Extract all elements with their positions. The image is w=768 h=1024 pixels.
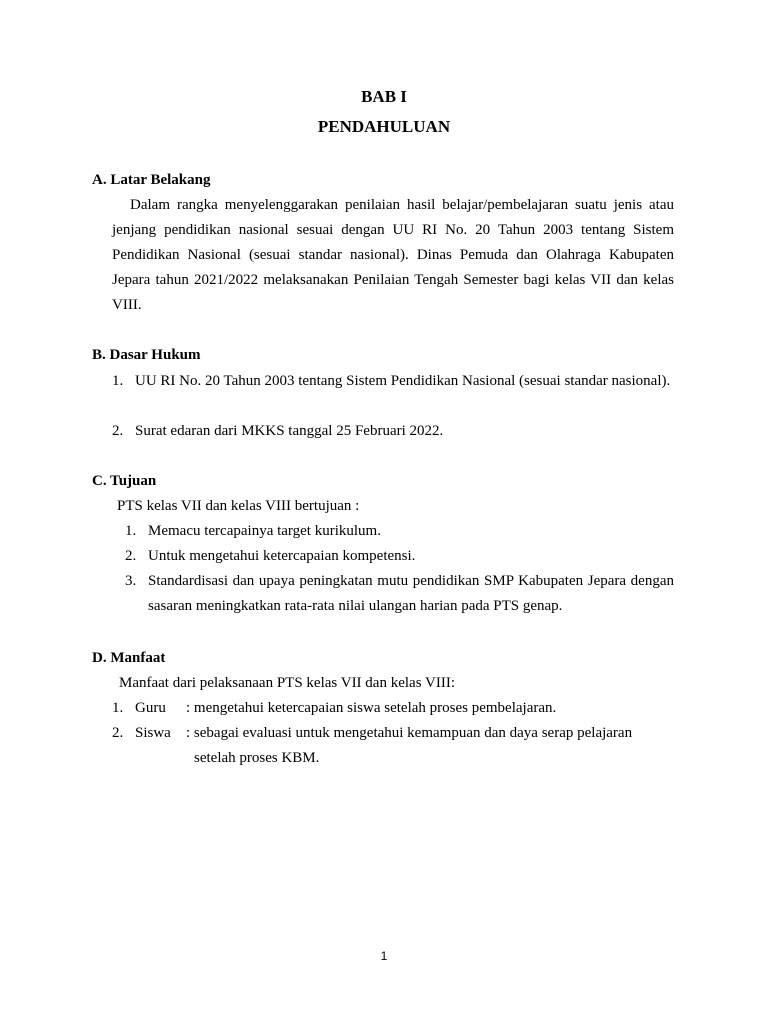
section-c-heading: C. Tujuan [92,473,157,489]
list-item-number: 1. [125,523,137,539]
list-item-number: 2. [125,548,137,564]
list-item-label: Guru [135,700,166,716]
list-item-text: Surat edaran dari MKKS tanggal 25 Februari 2022. [135,423,444,439]
list-item-number: 2. [112,725,124,741]
section-c-intro: PTS kelas VII dan kelas VIII bertujuan : [117,498,360,514]
list-item-number: 3. [125,573,137,589]
chapter-label: BAB I [361,87,407,106]
list-item-text: : mengetahui ketercapaian siswa setelah proses pembelajaran. [186,700,557,716]
page-number: 1 [380,949,388,963]
list-item-text: Standardisasi dan upaya peningkatan mutu pendidikan SMP Kabupaten Jepara dengan sasaran meningkatkan rata-rata nilai ulangan harian pada PTS genap. [148,573,674,614]
section-a-heading: A. Latar Belakang [92,172,211,188]
list-item-label: Siswa [135,725,171,741]
section-d-heading: D. Manfaat [92,650,166,666]
list-item-text: UU RI No. 20 Tahun 2003 tentang Sistem Pendidikan Nasional (sesuai standar nasional). [135,373,671,389]
list-item-continuation: setelah proses KBM. [194,750,320,766]
list-item-text: : sebagai evaluasi untuk mengetahui kemampuan dan daya serap pelajaran [186,725,633,741]
chapter-title: PENDAHULUAN [317,117,451,136]
section-d-intro: Manfaat dari pelaksanaan PTS kelas VII dan kelas VIII: [119,675,455,691]
list-item-text: Memacu tercapainya target kurikulum. [148,523,381,539]
section-a-paragraph: Dalam rangka menyelenggarakan penilaian hasil belajar/pembelajaran suatu jenis atau jenjang pendidikan nasional sesuai dengan UU RI No. 20 Tahun 2003 tentang Sistem Pendidikan Nasional (sesuai standar nasional). Dinas Pemuda dan Olahraga Kabupaten Jepara tahun 2021/2022 melaksanakan Penilaian Tengah Semester bagi kelas VII dan kelas VIII. [112,197,674,313]
list-item-number: 2. [112,423,124,439]
list-item-number: 1. [112,373,124,389]
list-item-number: 1. [112,700,124,716]
section-b-heading: B. Dasar Hukum [92,347,201,363]
list-item-text: Untuk mengetahui ketercapaian kompetensi. [148,548,416,564]
